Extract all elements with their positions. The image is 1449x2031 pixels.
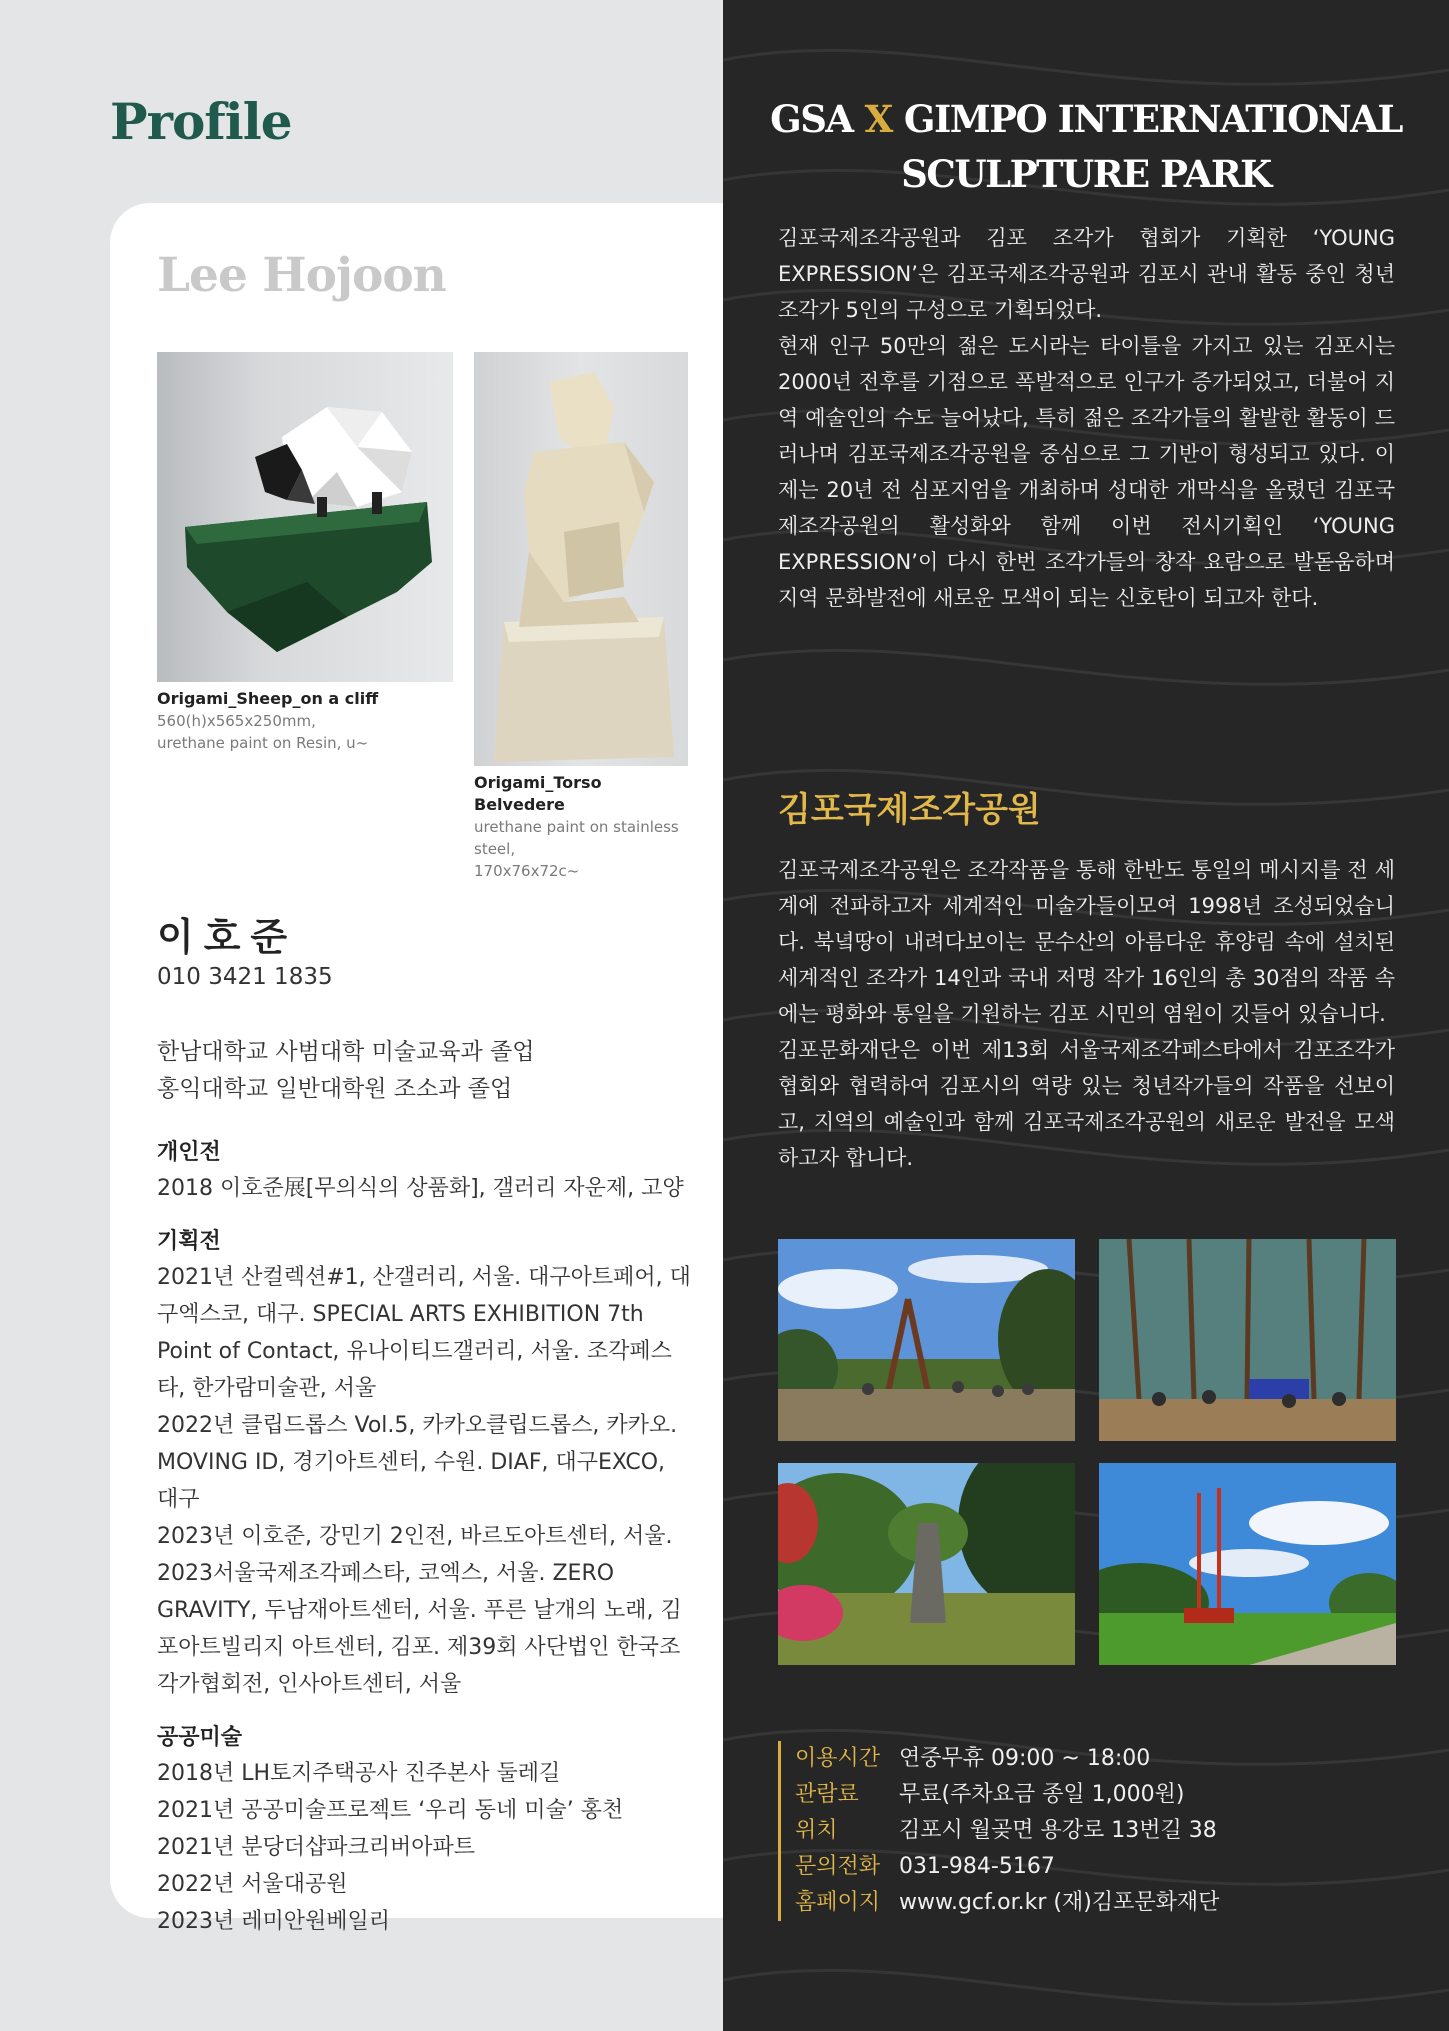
- intro-paragraph: 현재 인구 50만의 젊은 도시라는 타이틀을 가지고 있는 김포시는 2000년 전후를 기점으로 폭발적으로 인구가 증가되었고, 더불어 지역 예술인의 수도 늘어났다, 특히 젊은 조각가들의 활발한 활동이 드러나며 김포국제조각공원을 중심으로 그 기반이 형성되고 있다. 이제는 20년 전 심포지엄을 개최하며 성대한 개막식을 올렸던 김포국제조각공원의 활성화와 함께 이번 전시기획인 ‘YOUNG EXPRESSION’이 다시 한번 조각가들의 창작 요람으로 발돋움하며 지역 문화발전에 새로운 모색이 되는 신호탄이 되고자 한다.: [778, 334, 1395, 610]
- info-row: [795, 1849, 1219, 1885]
- info-label-fee: 관람료: [795, 1782, 859, 1807]
- intro-text: [778, 220, 1395, 616]
- section-line: 2018 이호준展[무의식의 상품화], 갤러리 자운제, 고양: [157, 1176, 684, 1201]
- career-sections: [157, 1122, 691, 1940]
- info-value: 무료(주차요금 종일 1,000원): [899, 1782, 1185, 1807]
- artwork-title: Origami_Sheep_on a cliff: [157, 689, 379, 708]
- park-photo-3: [778, 1463, 1075, 1665]
- park-paragraph: 김포국제조각공원은 조각작품을 통해 한반도 통일의 메시지를 전 세계에 전파하고자 세계적인 미술가들이모여 1998년 조성되었습니다. 북녘땅이 내려다보이는 문수산의 아름다운 휴양림 속에 설치된 세계적인 조각가 14인과 국내 저명 작가 16인의 총 30점의 작품 속에는 평화와 통일을 기원하는 김포 시민의 염원이 깃들어 있습니다.: [778, 858, 1395, 1026]
- artwork-detail: 170x76x72c~: [474, 862, 580, 880]
- artwork-caption-1: [157, 688, 457, 754]
- education-item: 한남대학교 사범대학 미술교육과 졸업: [157, 1039, 535, 1065]
- info-label-phone: 문의전화: [795, 1854, 881, 1879]
- info-value: 연중무휴 09:00 ~ 18:00: [899, 1746, 1151, 1771]
- info-value: www.gcf.or.kr (재)김포문화재단: [899, 1890, 1220, 1915]
- artwork-title: Origami_Torso Belvedere: [474, 773, 602, 814]
- title-x: X: [864, 97, 892, 141]
- section-line: 2021년 산컬렉션#1, 산갤러리, 서울. 대구아트페어, 대구엑스코, 대구. SPECIAL ARTS EXHIBITION 7th Point of Contact, 유나이티드갤러리, 서울. 조각페스타, 한가람미술관, 서울: [157, 1265, 691, 1401]
- title-line2: SCULPTURE PARK: [901, 152, 1271, 196]
- info-row: [795, 1741, 1219, 1777]
- park-paragraph: 김포문화재단은 이번 제13회 서울국제조각페스타에서 김포조각가협회와 협력하여 김포시의 역량 있는 청년작가들의 작품을 선보이고, 지역의 예술인과 함께 김포국제조각공원의 새로운 발전을 모색하고자 합니다.: [778, 1038, 1395, 1170]
- info-value: 031-984-5167: [899, 1854, 1055, 1879]
- park-text: [778, 852, 1395, 1176]
- info-label-homepage: 홈페이지: [795, 1890, 881, 1915]
- section-line: 2023년 레미안원베일리: [157, 1909, 390, 1934]
- title-gimpo: GIMPO INTERNATIONAL: [903, 97, 1402, 141]
- section-line: 2021년 분당더샵파크리버아파트: [157, 1835, 476, 1860]
- section-line: 2018년 LH토지주택공사 진주본사 둘레길: [157, 1761, 561, 1786]
- info-label-location: 위치: [795, 1818, 838, 1843]
- artwork-detail: 560(h)x565x250mm,: [157, 712, 316, 730]
- artwork-sheep-image: [157, 352, 453, 682]
- park-photo-2: [1099, 1239, 1396, 1441]
- park-photo-4: [1099, 1463, 1396, 1665]
- profile-heading: Profile: [110, 92, 292, 151]
- page-title: [723, 92, 1449, 202]
- park-heading: 김포국제조각공원: [778, 790, 1041, 830]
- education-list: [157, 1034, 534, 1108]
- visitor-info: [778, 1741, 1219, 1921]
- section-line: 2023년 이호준, 강민기 2인전, 바르도아트센터, 서울. 2023서울국제조각페스타, 코엑스, 서울. ZERO GRAVITY, 두남재아트센터, 서울. 푸른 날개의 노래, 김포아트빌리지 아트센터, 김포. 제39회 사단법인 한국조각가협회전, 인사아트센터, 서울: [157, 1524, 682, 1697]
- info-row: [795, 1777, 1219, 1813]
- artwork-detail: urethane paint on stainless: [474, 818, 679, 836]
- info-row: [795, 1813, 1219, 1849]
- artist-name-ko: 이호준: [157, 915, 298, 959]
- artwork-caption-2: [474, 772, 694, 882]
- intro-paragraph: 김포국제조각공원과 김포 조각가 협회가 기획한 ‘YOUNG EXPRESSION’은 김포국제조각공원과 김포시 관내 활동 중인 청년조각가 5인의 구성으로 기획되었다.: [778, 226, 1395, 322]
- artwork-detail: urethane paint on Resin, u~: [157, 734, 369, 752]
- section-heading-group: 기획전: [157, 1229, 221, 1254]
- education-item: 홍익대학교 일반대학원 조소과 졸업: [157, 1076, 513, 1102]
- section-line: 2022년 서울대공원: [157, 1872, 348, 1897]
- artwork-torso-image: [474, 352, 688, 766]
- info-value: 김포시 월곶면 용강로 13번길 38: [899, 1818, 1217, 1843]
- artwork-detail: steel,: [474, 840, 516, 858]
- info-row: [795, 1885, 1219, 1921]
- park-photo-1: [778, 1239, 1075, 1441]
- artist-name-en: Lee Hojoon: [157, 248, 446, 303]
- info-label-hours: 이용시간: [795, 1746, 881, 1771]
- section-heading-public-art: 공공미술: [157, 1725, 243, 1750]
- section-line: 2022년 클립드롭스 Vol.5, 카카오클립드롭스, 카카오. MOVING ID, 경기아트센터, 수원. DIAF, 대구EXCO, 대구: [157, 1413, 678, 1512]
- section-line: 2021년 공공미술프로젝트 ‘우리 동네 미술’ 홍천: [157, 1798, 624, 1823]
- title-gsa: GSA: [770, 97, 853, 141]
- section-heading-solo: 개인전: [157, 1140, 221, 1165]
- artist-phone: 010 3421 1835: [157, 964, 333, 990]
